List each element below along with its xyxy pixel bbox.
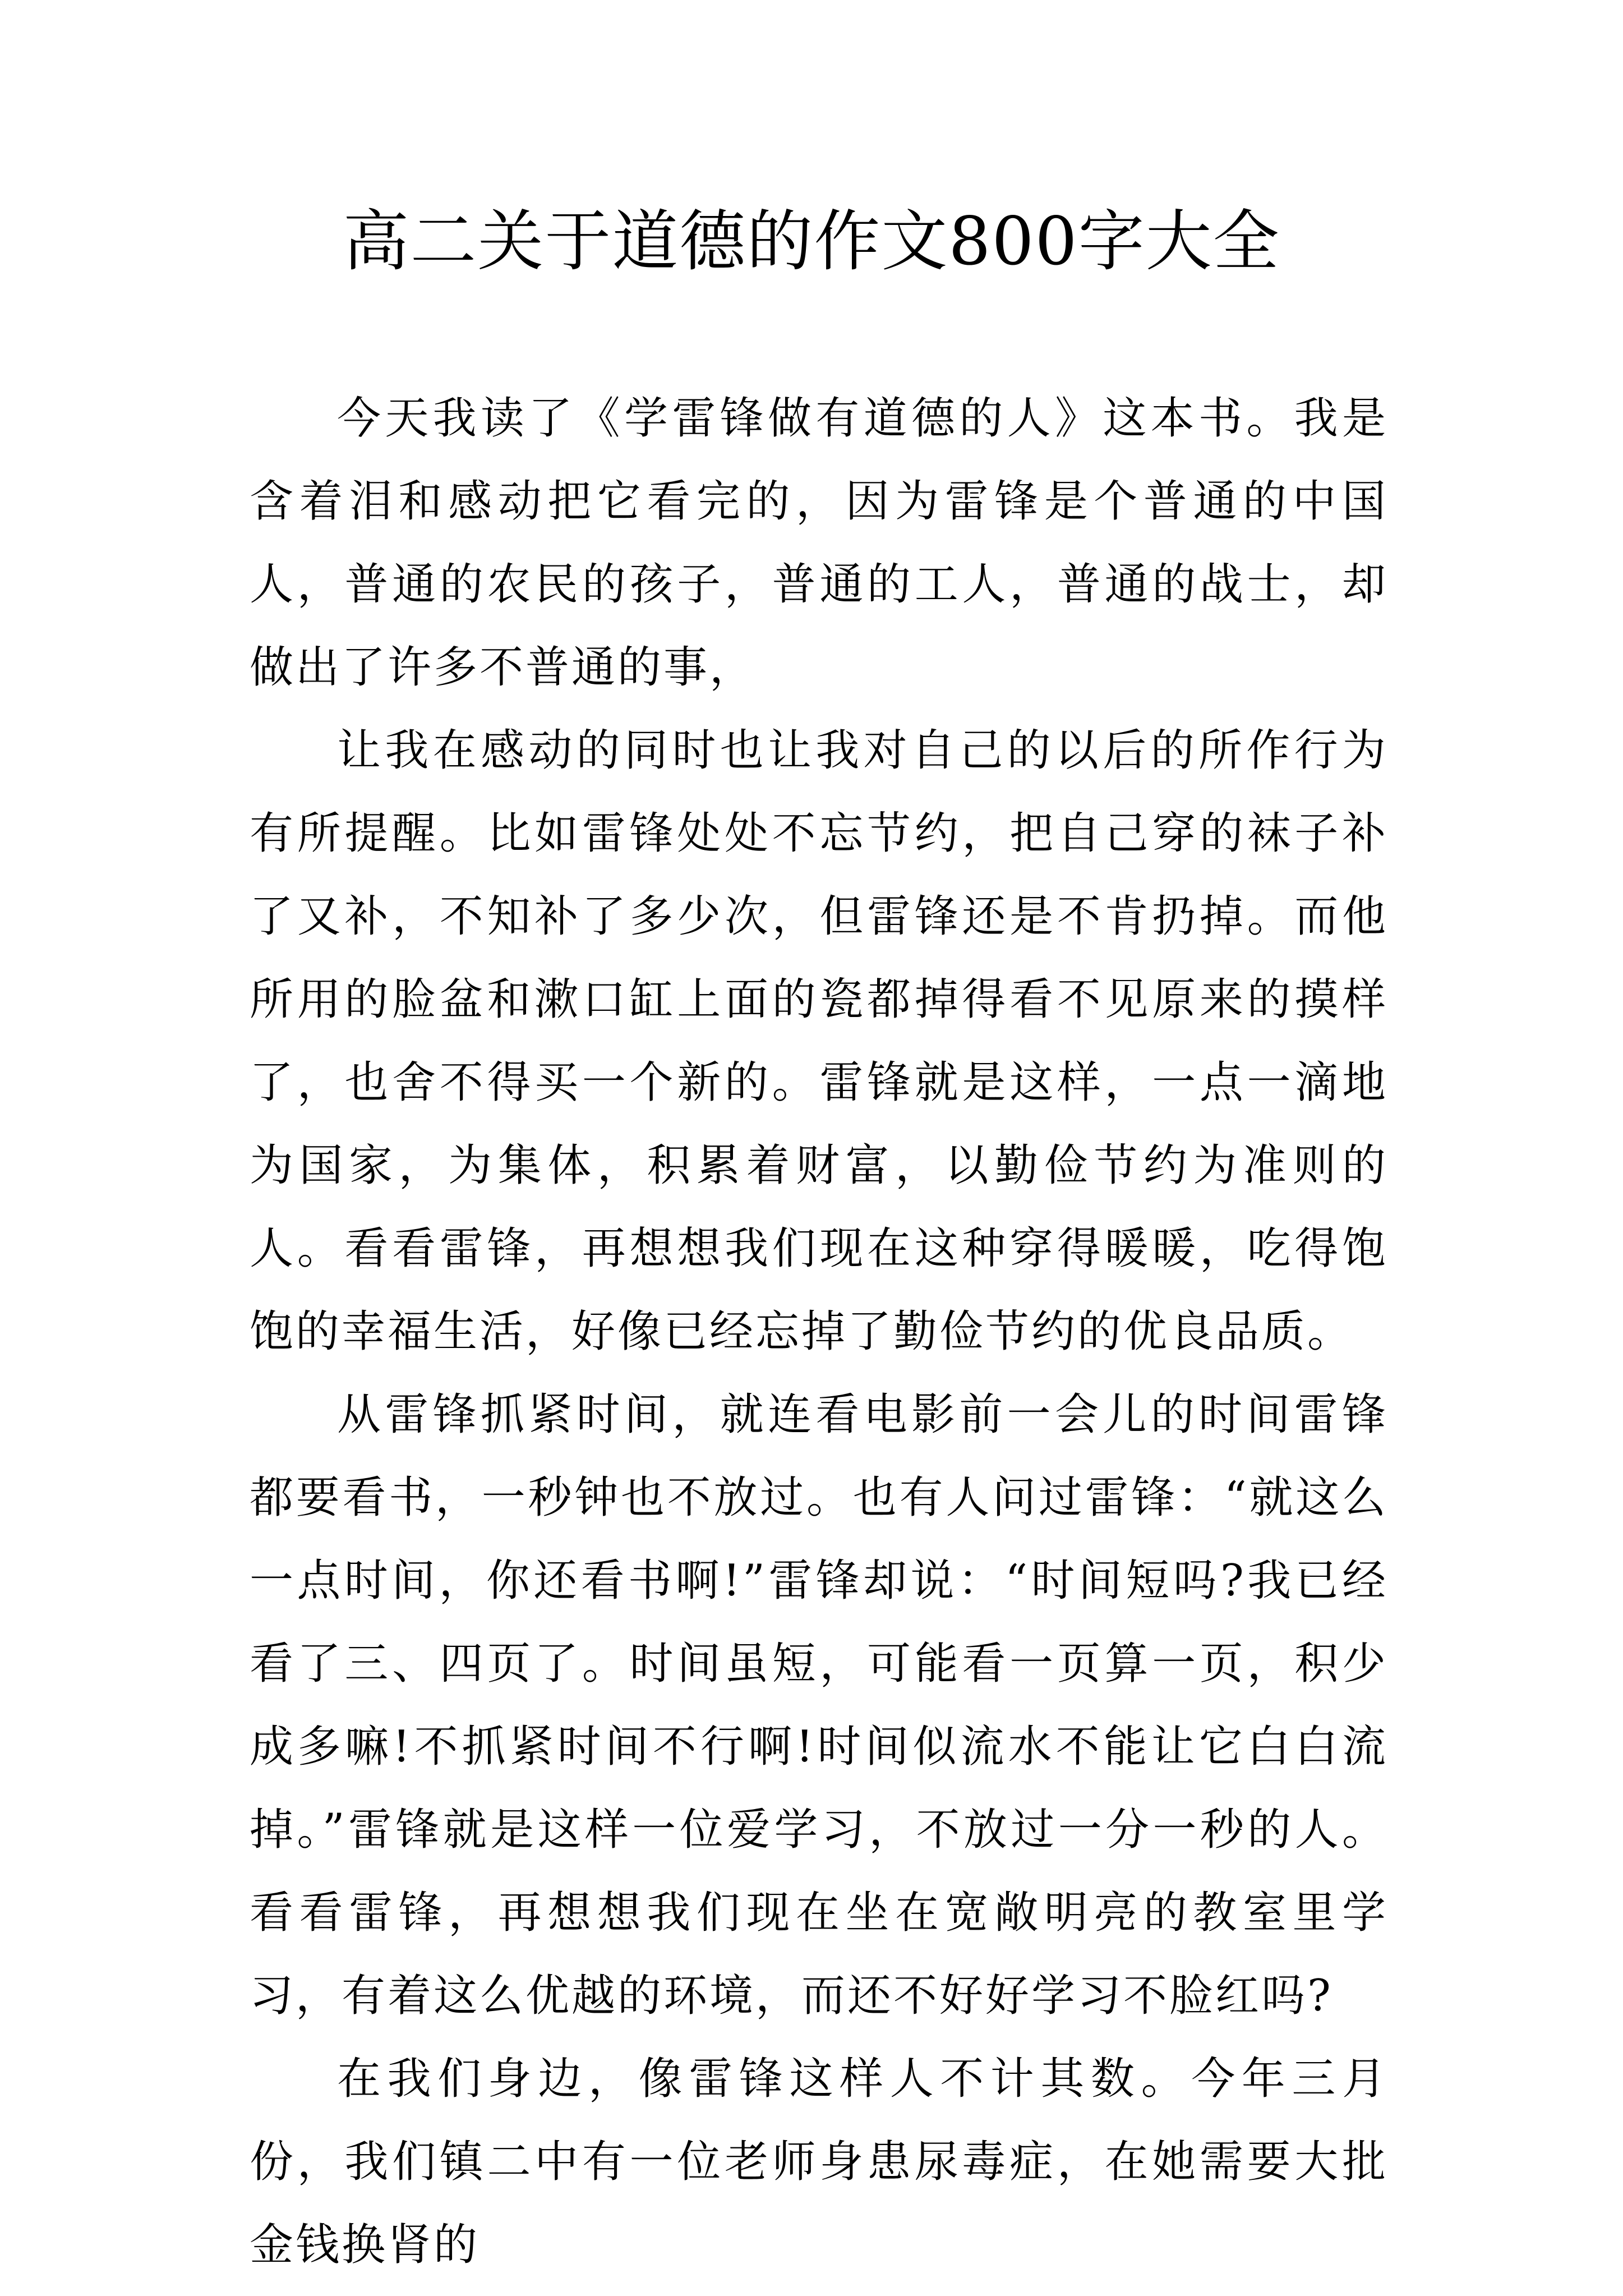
- document-title: 高二关于道德的作文800字大全: [343, 203, 1280, 280]
- document-body: [250, 377, 1388, 2286]
- paragraph-3: 从雷锋抓紧时间，就连看电影前一会儿的时间雷锋都要看书，一秒钟也不放过。也有人问过雷锋：“就这么一点时间，你还看书啊!”雷锋却说：“时间短吗?我已经看了三、四页了。时间虽短，可能看一页算一页，积少成多嘛!不抓紧时间不行啊!时间似流水不能让它白白流掉。”雷锋就是这样一位爱学习，不放过一分一秒的人。看看雷锋，再想想我们现在坐在宽敞明亮的教室里学习，有着这么优越的环境，而还不好好学习不脸红吗?: [250, 1389, 1388, 2021]
- paragraph-1: 今天我读了《学雷锋做有道德的人》这本书。我是含着泪和感动把它看完的，因为雷锋是个普通的中国人，普通的农民的孩子，普通的工人，普通的战士，却做出了许多不普通的事，: [250, 393, 1388, 693]
- paragraph-2: 让我在感动的同时也让我对自己的以后的所作行为有所提醒。比如雷锋处处不忘节约，把自己穿的袜子补了又补，不知补了多少次，但雷锋还是不肯扔掉。而他所用的脸盆和漱口缸上面的瓷都掉得看不见原来的摸样了，也舍不得买一个新的。雷锋就是这样，一点一滴地为国家，为集体，积累着财富，以勤俭节约为准则的人。看看雷锋，再想想我们现在这种穿得暖暖，吃得饱饱的幸福生活，好像已经忘掉了勤俭节约的优良品质。: [250, 725, 1388, 1357]
- paragraph-4: 在我们身边，像雷锋这样人不计其数。今年三月份，我们镇二中有一位老师身患尿毒症，在她需要大批金钱换肾的: [250, 2054, 1388, 2270]
